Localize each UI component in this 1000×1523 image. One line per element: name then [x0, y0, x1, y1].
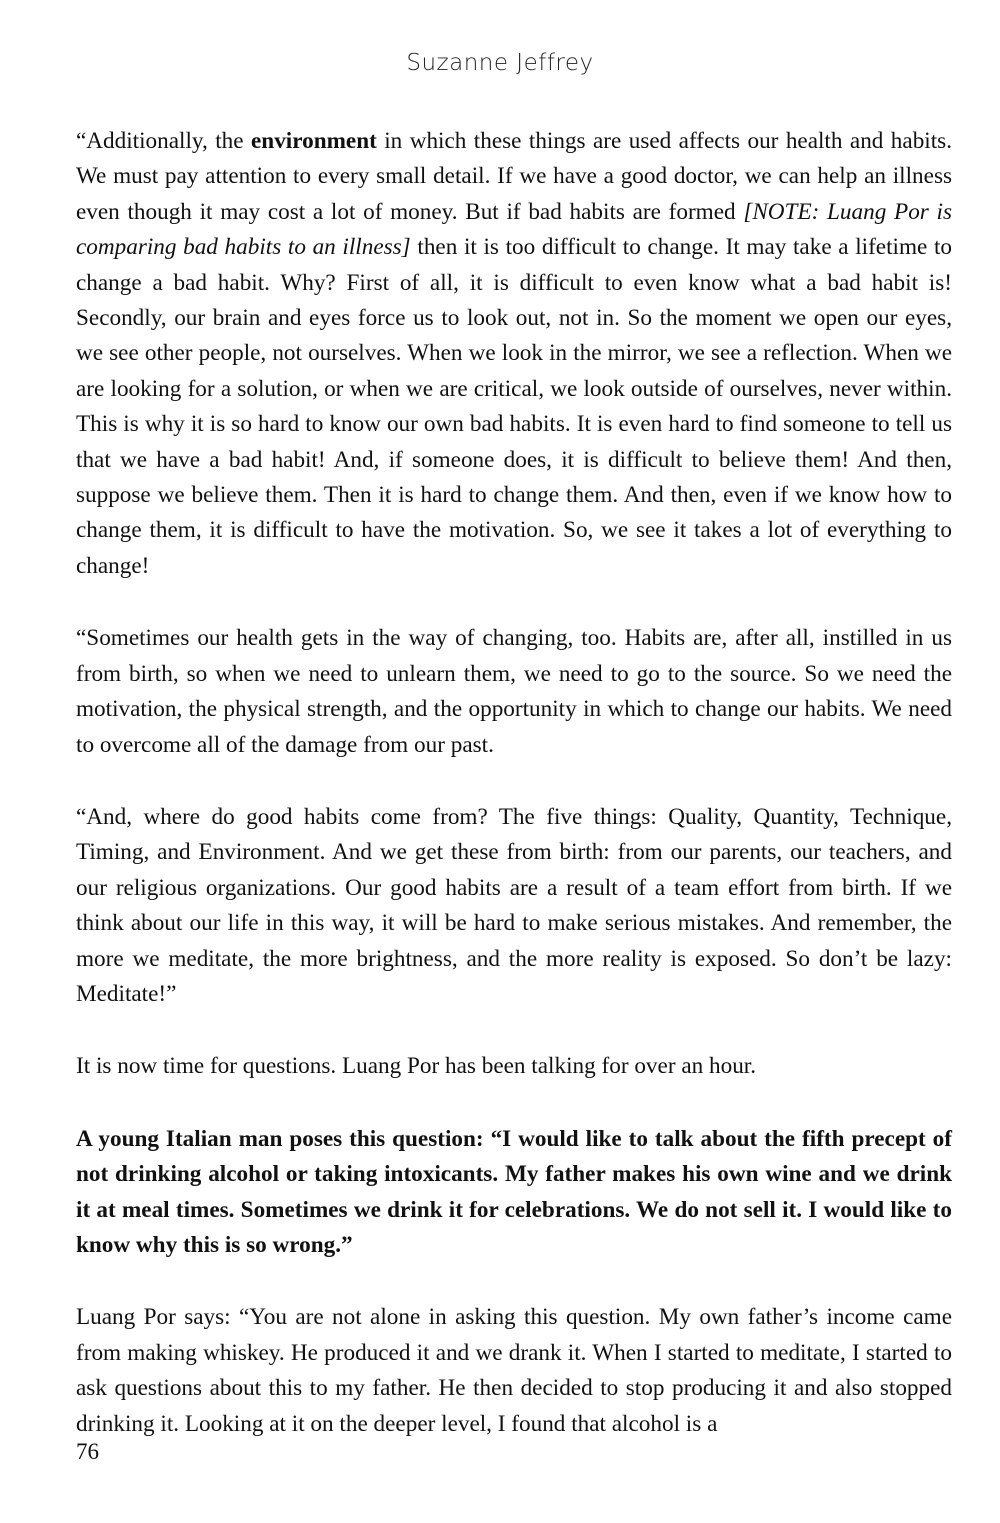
page-body	[76, 124, 952, 1479]
running-header: Suzanne Jeffrey	[406, 50, 594, 76]
paragraph-good-habits: “And, where do good habits come from? The five things: Quality, Quantity, Technique, Timing, and Environment. And we get these from birth: from our parents, our teachers, and our religious organizations. Our good habits are a result of a team effort from birth. If we think about our life in this way, it will be hard to make serious mistakes. And remember, the more we meditate, the more brightness, and the more reality is exposed. So don’t be lazy: Meditate!”	[76, 803, 952, 1007]
paragraph-text: in which these things are used affects our health and habits. We must pay attention to every small detail. If we have a good doctor, we can help an illness even though it may cost a lot of money. But if bad habits are formed	[76, 128, 952, 225]
paragraph-answer: Luang Por says: “You are not alone in asking this question. My own father’s income came from making whiskey. He produced it and we drank it. When I started to meditate, I started to ask questions about this to my father. He then decided to stop producing it and also stopped drinking it. Looking at it on the deeper level, I found that alcohol is a	[76, 1304, 952, 1437]
emphasized-word: environment	[251, 128, 377, 154]
paragraph-text: then it is too difficult to change. It may take a lifetime to change a bad habit. Why? First of all, it is difficult to even know what a bad habit is! Secondly, our brain and eyes force us to look out, not in. So the moment we open our eyes, we see other people, not ourselves. When we look in the mirror, we see a reflection. When we are looking for a solution, or when we are critical, we look outside of ourselves, never within. This is why it is so hard to know our own bad habits. It is even hard to find someone to tell us that we have a bad habit! And, if someone does, it is difficult to believe them! And then, suppose we believe them. Then it is hard to change them. And then, even if we know how to change them, it is difficult to have the motivation. So, we see it takes a lot of everything to change!	[76, 234, 952, 579]
paragraph-question-italian-man: A young Italian man poses this question: “I would like to talk about the fifth precept of not drinking alcohol or taking intoxicants. My father makes his own wine and we drink it at meal times. Sometimes we drink it for celebrations. We do not sell it. I would like to know why this is so wrong.”	[76, 1125, 952, 1258]
paragraph-environment	[76, 124, 952, 584]
paragraph-text: “Additionally, the	[76, 128, 251, 154]
paragraph-health: “Sometimes our health gets in the way of changing, too. Habits are, after all, instilled in us from birth, so when we need to unlearn them, we need to go to the source. So we need the motivation, the physical strength, and the opportunity in which to change our habits. We need to overcome all of the damage from our past.	[76, 625, 952, 758]
editor-note: [NOTE: Luang Por is comparing bad habits to an illness]	[76, 198, 952, 261]
paragraph-questions: It is now time for questions. Luang Por has been talking for over an hour.	[76, 1053, 757, 1080]
page-number: 76	[76, 1439, 99, 1464]
